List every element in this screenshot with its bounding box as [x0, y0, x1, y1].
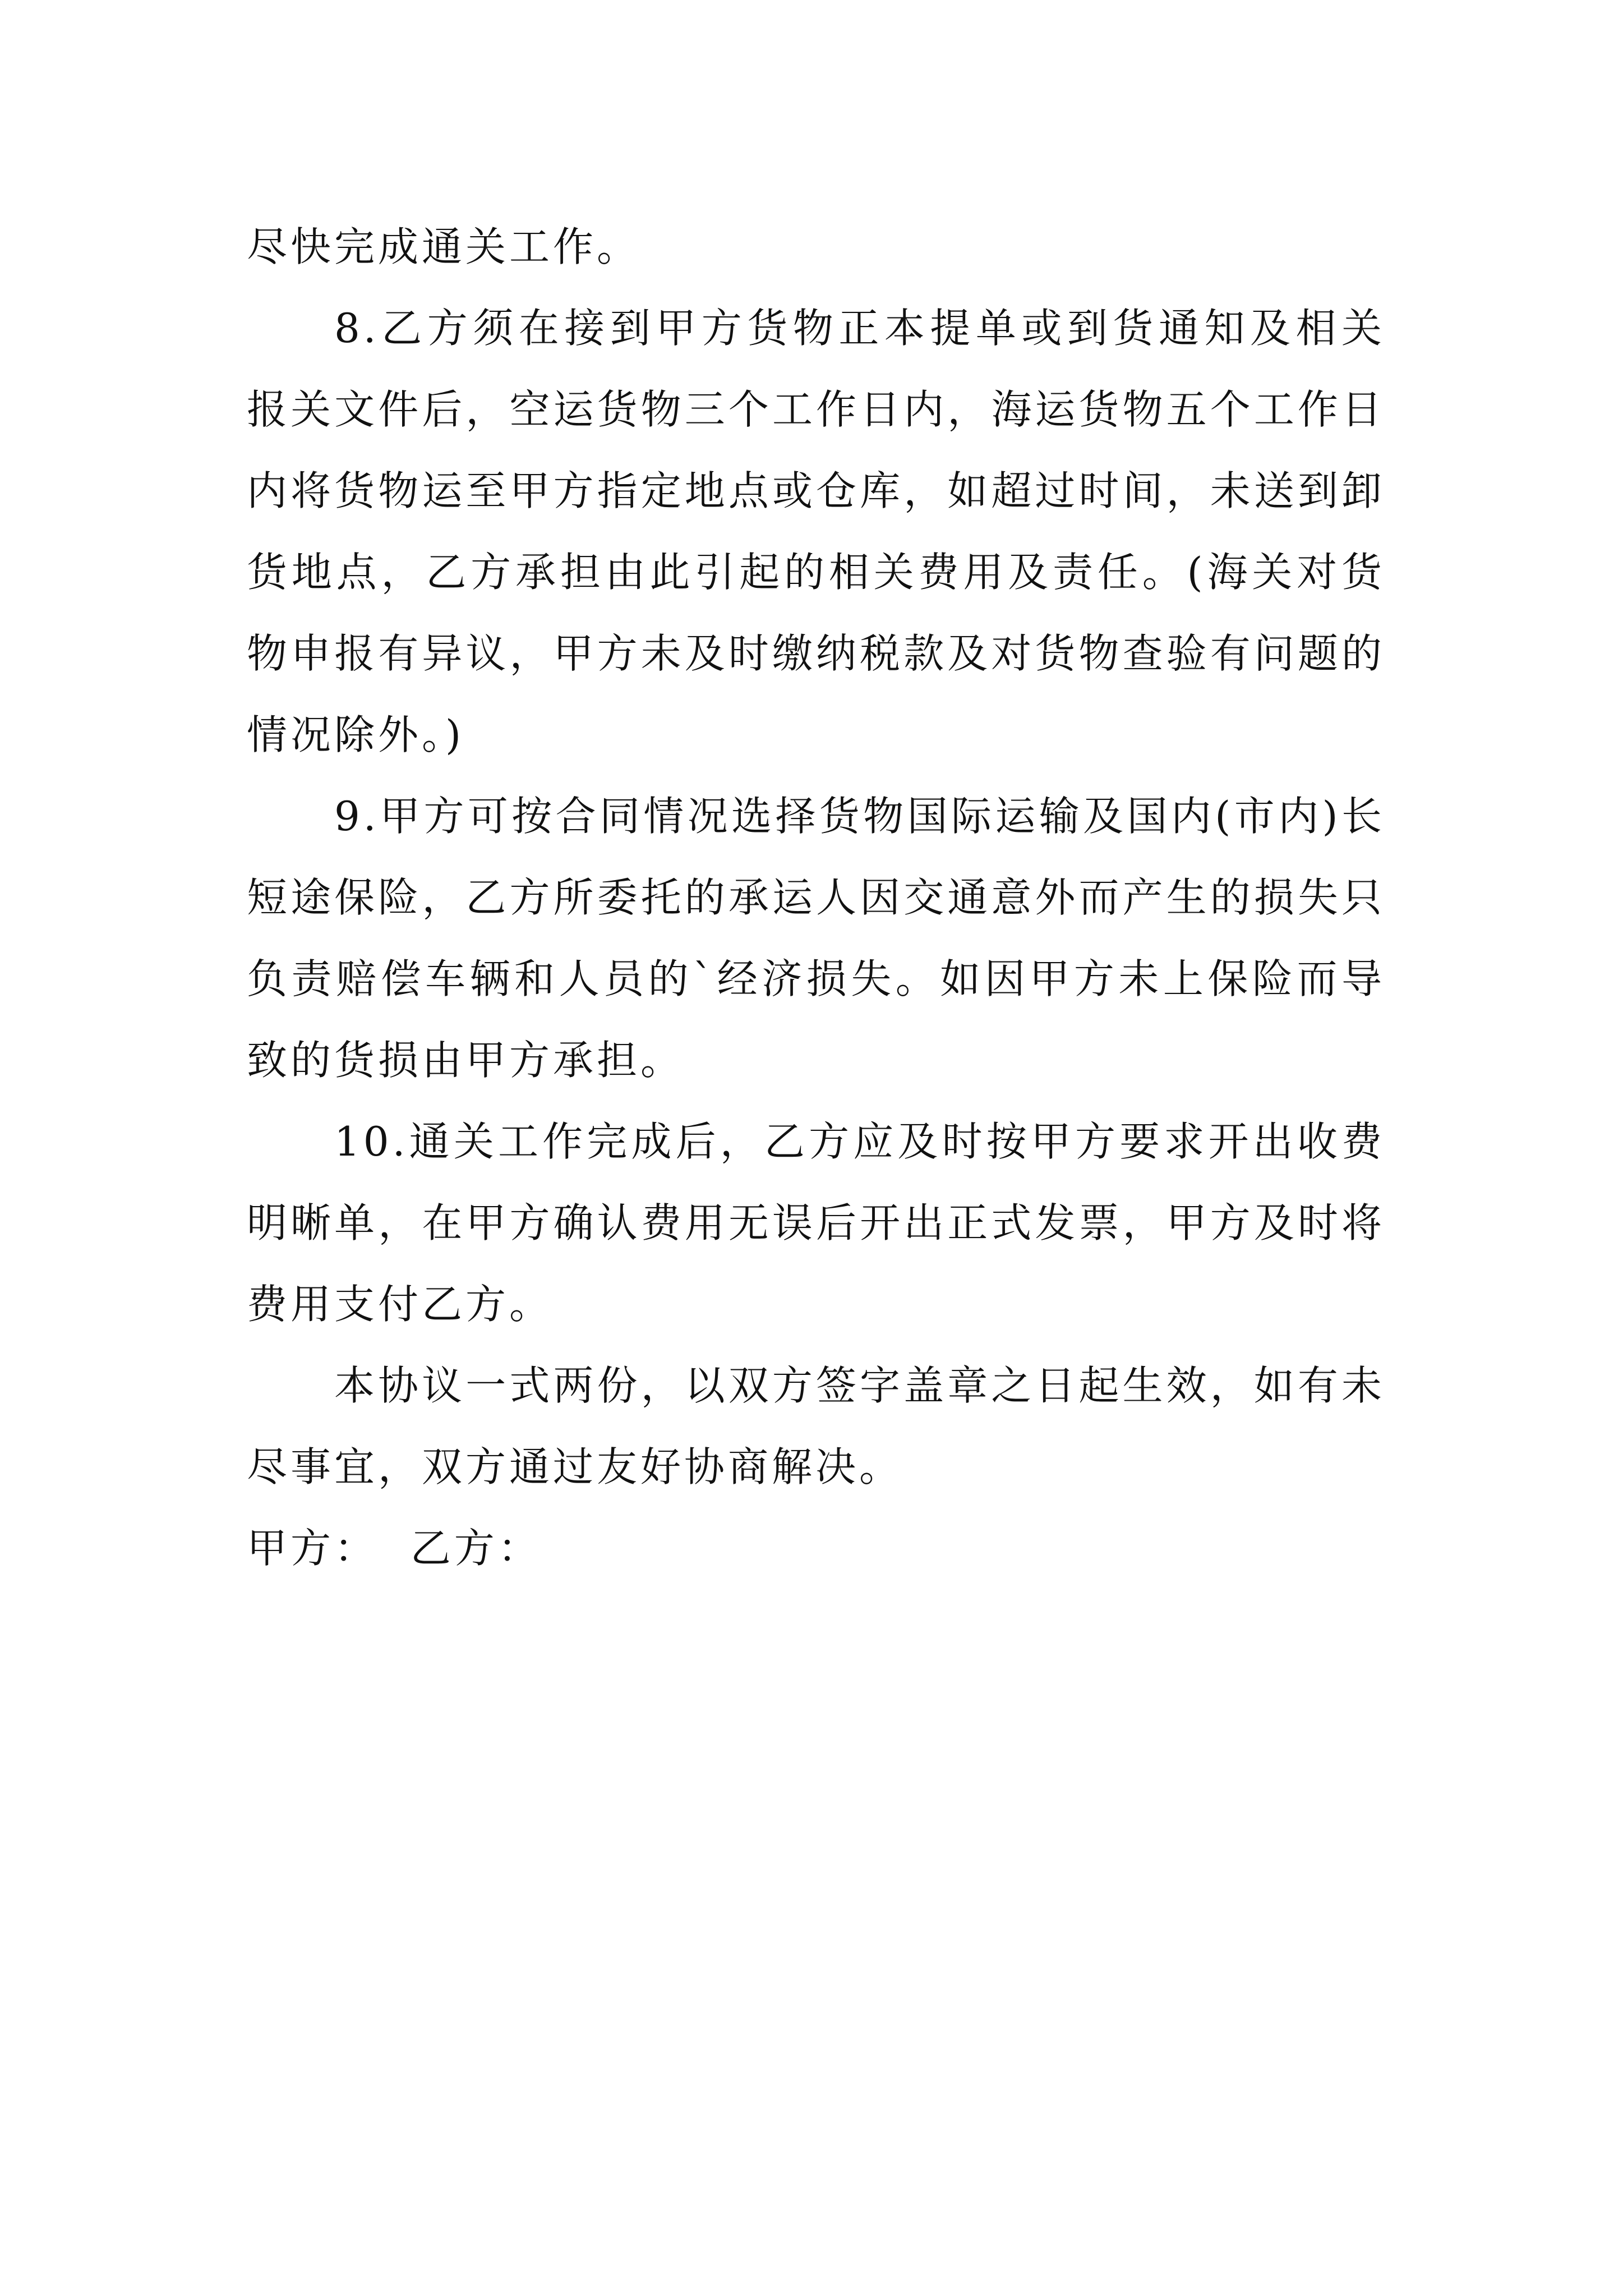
agreement-effect-paragraph: 本协议一式两份，以双方签字盖章之日起生效，如有未尽事宜，双方通过友好协商解决。 [247, 1362, 1385, 1490]
clause-8: 8.乙方须在接到甲方货物正本提单或到货通知及相关报关文件后，空运货物三个工作日内，海运货物五个工作日内将货物运至甲方指定地点或仓库，如超过时间，未送到卸货地点，乙方承担由此引起的相关费用及责任。(海关对货物申报有异议，甲方未及时缴纳税款及对货物查验有问题的情况除外。) [247, 305, 1385, 758]
party-b-label: 乙方： [410, 1525, 542, 1572]
clause-10: 10.通关工作完成后，乙方应及时按甲方要求开出收费明晰单，在甲方确认费用无误后开出正式发票，甲方及时将费用支付乙方。 [247, 1118, 1385, 1328]
clause-9: 9.甲方可按合同情况选择货物国际运输及国内(市内)长短途保险，乙方所委托的承运人因交通意外而产生的损失只负责赔偿车辆和人员的`经济损失。如因甲方未上保险而导致的货损由甲方承担。 [247, 793, 1385, 1084]
paragraph-continuation: 尽快完成通关工作。 [247, 223, 641, 270]
signature-line [247, 1508, 1385, 1589]
party-a-label: 甲方： [247, 1525, 379, 1572]
document-body [247, 206, 1385, 1589]
